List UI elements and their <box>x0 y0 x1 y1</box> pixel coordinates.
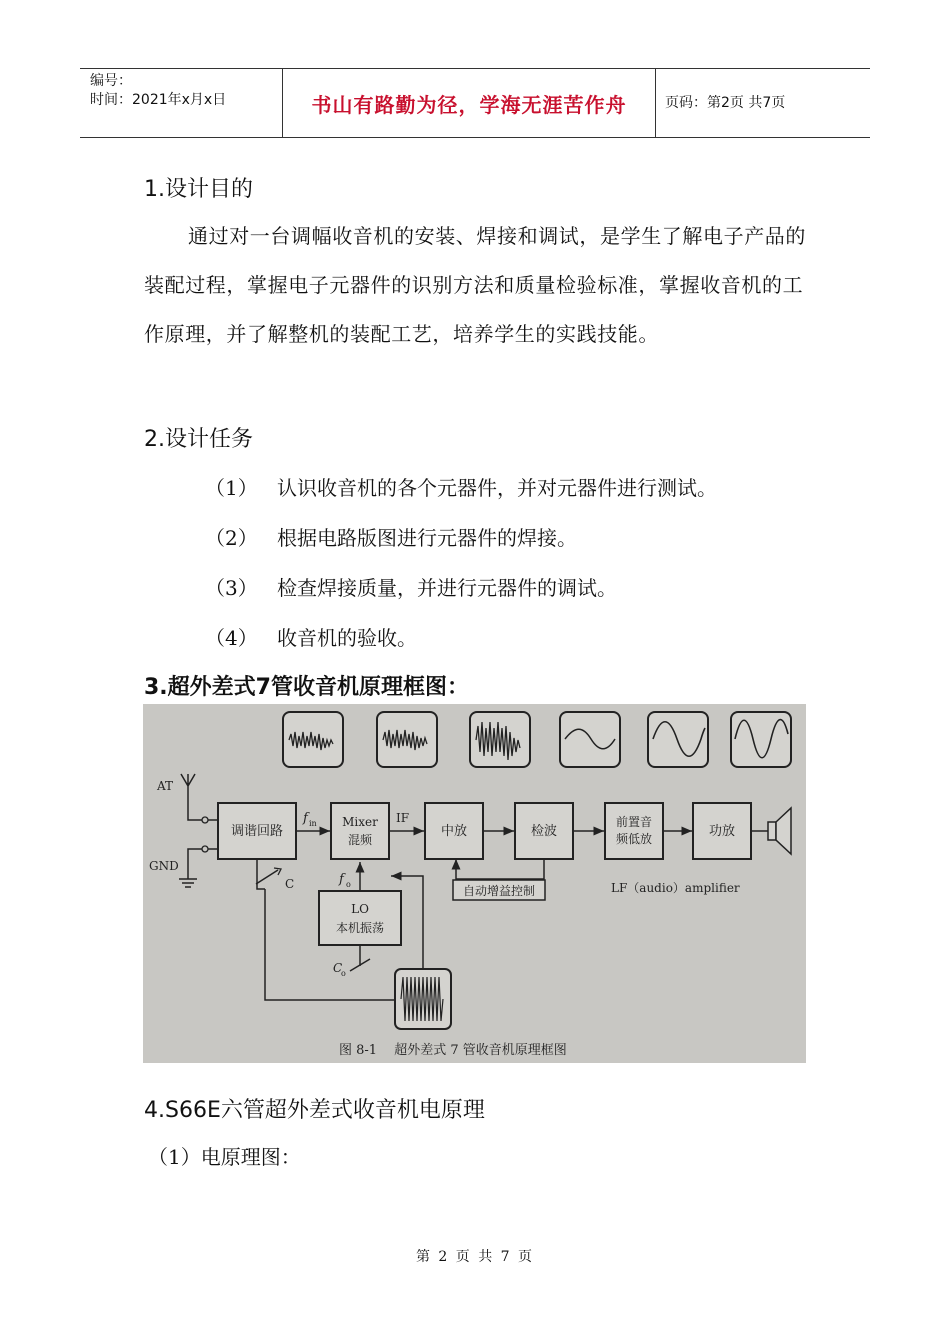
figure-caption: 图 8-1 超外差式 7 管收音机原理框图 <box>339 1043 567 1058</box>
header-right-cell <box>655 69 870 137</box>
fin-subscript: in <box>309 819 317 828</box>
motto: 书山有路勤为径，学海无涯苦作舟 <box>311 92 627 117</box>
fo-subscript: o <box>346 880 351 889</box>
mixer-cn-label: 混频 <box>347 833 373 847</box>
if-amp-label: 中放 <box>440 824 468 839</box>
gnd-label: GND <box>149 859 179 873</box>
section-4-title: 4.S66E六管超外差式收音机电原理 <box>144 1098 485 1123</box>
mixer-label: Mixer <box>342 815 378 829</box>
task-item <box>205 472 717 501</box>
task-text: 根据电路版图进行元器件的焊接。 <box>277 526 577 550</box>
agc-label: 自动增益控制 <box>462 884 536 898</box>
time-label: 时间：2021年x月x日 <box>90 92 227 108</box>
preamp-label-1: 前置音 <box>615 815 653 829</box>
section-2-title: 2.设计任务 <box>144 427 253 452</box>
at-label: AT <box>157 779 174 793</box>
task-number: （2） <box>205 526 258 550</box>
section-4-subtitle: （1）电原理图： <box>148 1145 301 1169</box>
task-number: （4） <box>205 626 258 650</box>
task-number: （3） <box>205 576 258 600</box>
task-item <box>205 572 617 601</box>
preamp-label-2: 频低放 <box>615 832 653 846</box>
tuning-block-label: 调谐回路 <box>230 824 284 839</box>
fin-label: f <box>303 811 308 826</box>
waveform-icon <box>283 712 343 767</box>
task-text: 检查焊接质量，并进行元器件的调试。 <box>277 576 617 600</box>
section-1-title: 1.设计目的 <box>144 177 253 202</box>
waveform-icon <box>395 969 451 1029</box>
capacitor-c-label: C <box>285 877 295 891</box>
waveform-icon <box>560 712 620 767</box>
page-footer: 第 2 页 共 7 页 <box>415 1249 535 1265</box>
block-diagram-figure <box>143 704 806 1063</box>
lf-amplifier-label: LF（audio）amplifier <box>611 881 740 895</box>
lo-label: LO <box>351 902 369 916</box>
task-item <box>205 622 417 651</box>
section-3-title: 3.超外差式7管收音机原理框图： <box>144 675 469 700</box>
waveform-icon <box>648 712 708 767</box>
waveform-icon <box>470 712 530 767</box>
power-amp-label: 功放 <box>708 824 736 839</box>
serial-label: 编号： <box>90 73 132 89</box>
lo-cn-label: 本机振荡 <box>335 921 385 935</box>
capacitor-co-subscript: o <box>341 969 346 978</box>
section-1-body: 通过对一台调幅收音机的安装、焊接和调试，是学生了解电子产品的装配过程，掌握电子元器件的识别方法和质量检验标准，掌握收音机的工作原理，并了解整机的装配工艺，培养学生的实践技能。 <box>144 224 806 346</box>
page-label: 页码：第2页 共7页 <box>665 94 786 111</box>
waveform-icon <box>377 712 437 767</box>
block-diagram <box>143 704 806 1063</box>
header-left-cell <box>80 69 282 137</box>
detector-label: 检波 <box>530 824 558 839</box>
task-text: 收音机的验收。 <box>277 626 417 650</box>
if-label: IF <box>396 811 410 825</box>
page-header <box>80 68 870 138</box>
capacitor-co-label: C <box>333 961 343 975</box>
task-text: 认识收音机的各个元器件，并对元器件进行测试。 <box>277 476 717 500</box>
task-number: （1） <box>205 476 258 500</box>
fo-label: f <box>339 872 344 887</box>
header-motto-cell <box>282 69 656 137</box>
task-item <box>205 522 577 551</box>
waveform-icon <box>731 712 791 767</box>
